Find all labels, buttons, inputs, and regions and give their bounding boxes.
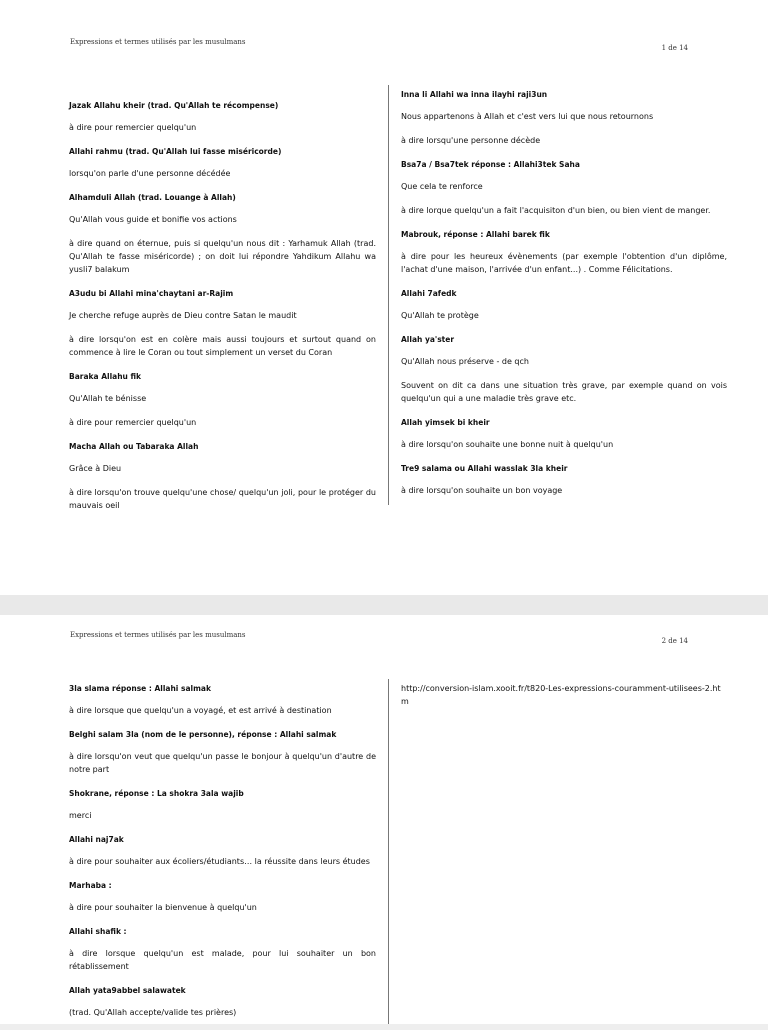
expression-text: Qu'Allah vous guide et bonifie vos actions <box>69 215 237 224</box>
expression-title: Allah yata9abbel salawatek <box>69 986 186 995</box>
expression-title: Bsa7a / Bsa7tek réponse : Allahi3tek Saha <box>401 160 580 169</box>
expression-text: à dire lorsqu'on souhaite une bonne nuit à quelqu'un <box>401 440 614 449</box>
running-header-title: Expressions et termes utilisés par les musulmans <box>70 631 246 639</box>
expression-text: (trad. Qu'Allah accepte/valide tes prières) <box>69 1008 237 1017</box>
expression-text: à dire pour remercier quelqu'un <box>69 123 197 132</box>
expression-text: à dire lorsqu'on veut que quelqu'un passe le bonjour à quelqu'un d'autre de notre part <box>69 752 376 774</box>
expression-title: Allahi naj7ak <box>69 835 124 844</box>
expression-title: 3la slama réponse : Allahi salmak <box>69 684 211 693</box>
expression-text: à dire pour souhaiter la bienvenue à quelqu'un <box>69 903 257 912</box>
expression-title: Allahi rahmu (trad. Qu'Allah lui fasse miséricorde) <box>69 147 282 156</box>
expression-title: Shokrane, réponse : La shokra 3ala wajib <box>69 789 244 798</box>
expression-text: Grâce à Dieu <box>69 464 122 473</box>
expression-text: Nous appartenons à Allah et c'est vers lui que nous retournons <box>401 112 654 121</box>
expression-text: à dire pour remercier quelqu'un <box>69 418 197 427</box>
left-column <box>69 682 376 1030</box>
expression-title: Allah ya'ster <box>401 335 455 344</box>
page-gap <box>0 595 768 615</box>
expression-title: Allahi 7afedk <box>401 289 457 298</box>
expression-text: à dire lorsque quelqu'un est malade, pour lui souhaiter un bon rétablissement <box>69 949 376 971</box>
expression-text: à dire lorsqu'on souhaite un bon voyage <box>401 486 563 495</box>
expression-text: merci <box>69 811 92 820</box>
expression-text: Qu'Allah nous préserve - de qch <box>401 357 529 366</box>
left-column <box>69 99 376 523</box>
expression-text: à dire lorque quelqu'un a fait l'acquisiton d'un bien, ou bien vient de manger. <box>401 206 711 215</box>
expression-title: Baraka Allahu fik <box>69 372 142 381</box>
expression-text: à dire lorsqu'on trouve quelqu'une chose/ quelqu'un joli, pour le protéger du mauvais oeil <box>69 488 376 510</box>
expression-text: à dire lorsqu'on est en colère mais aussi toujours et surtout quand on commence à lire le Coran ou tout simplement un verset du Coran <box>69 335 376 357</box>
expression-title: Allahi shafik : <box>69 927 127 936</box>
expression-text: Qu'Allah te protège <box>401 311 479 320</box>
expression-title: Tre9 salama ou Allahi wasslak 3la kheir <box>401 464 568 473</box>
expression-text: http://conversion-islam.xooit.fr/t820-Les-expressions-couramment-utilisees-2.htm <box>401 684 721 706</box>
expression-title: Marhaba : <box>69 881 112 890</box>
expression-title: Macha Allah ou Tabaraka Allah <box>69 442 199 451</box>
expression-text: à dire lorsqu'une personne décède <box>401 136 541 145</box>
expression-title: Inna li Allahi wa inna ilayhi raji3un <box>401 90 548 99</box>
expression-text: à dire quand on éternue, puis si quelqu'un nous dit : Yarhamuk Allah (trad. Qu'Allah te fasse miséricorde) ; on doit lui répondre Yahdikum Allahu wa yusli7 balakum <box>69 239 376 274</box>
page-number: 2 de 14 <box>661 637 688 645</box>
expression-text: à dire lorsque que quelqu'un a voyagé, et est arrivé à destination <box>69 706 332 715</box>
page-number: 1 de 14 <box>661 44 688 52</box>
expression-title: Mabrouk, réponse : Allahi barek fik <box>401 230 550 239</box>
running-header-title: Expressions et termes utilisés par les musulmans <box>70 38 246 46</box>
column-divider <box>388 679 389 1024</box>
document-page-2 <box>0 615 768 1024</box>
right-column <box>401 88 727 508</box>
right-column <box>401 682 727 719</box>
expression-text: à dire pour souhaiter aux écoliers/étudiants… la réussite dans leurs études <box>69 857 370 866</box>
expression-text: Souvent on dit ca dans une situation très grave, par exemple quand on vois quelqu'un qui a une maladie très grave etc. <box>401 381 727 403</box>
expression-title: Alhamduli Allah (trad. Louange à Allah) <box>69 193 236 202</box>
expression-title: A3udu bi Allahi mina'chaytani ar-Rajim <box>69 289 234 298</box>
expression-text: Que cela te renforce <box>401 182 483 191</box>
expression-text: Je cherche refuge auprès de Dieu contre Satan le maudit <box>69 311 297 320</box>
column-divider <box>388 85 389 505</box>
expression-text: Qu'Allah te bénisse <box>69 394 147 403</box>
expression-text: lorsqu'on parle d'une personne décédée <box>69 169 231 178</box>
expression-text: à dire pour les heureux évènements (par exemple l'obtention d'un diplôme, l'achat d'une maison, l'arrivée d'un enfant...) . Comme Félicitations. <box>401 252 727 274</box>
expression-title: Allah yimsek bi kheir <box>401 418 490 427</box>
expression-title: Jazak Allahu kheir (trad. Qu'Allah te récompense) <box>69 101 279 110</box>
expression-title: Belghi salam 3la (nom de le personne), réponse : Allahi salmak <box>69 730 337 739</box>
